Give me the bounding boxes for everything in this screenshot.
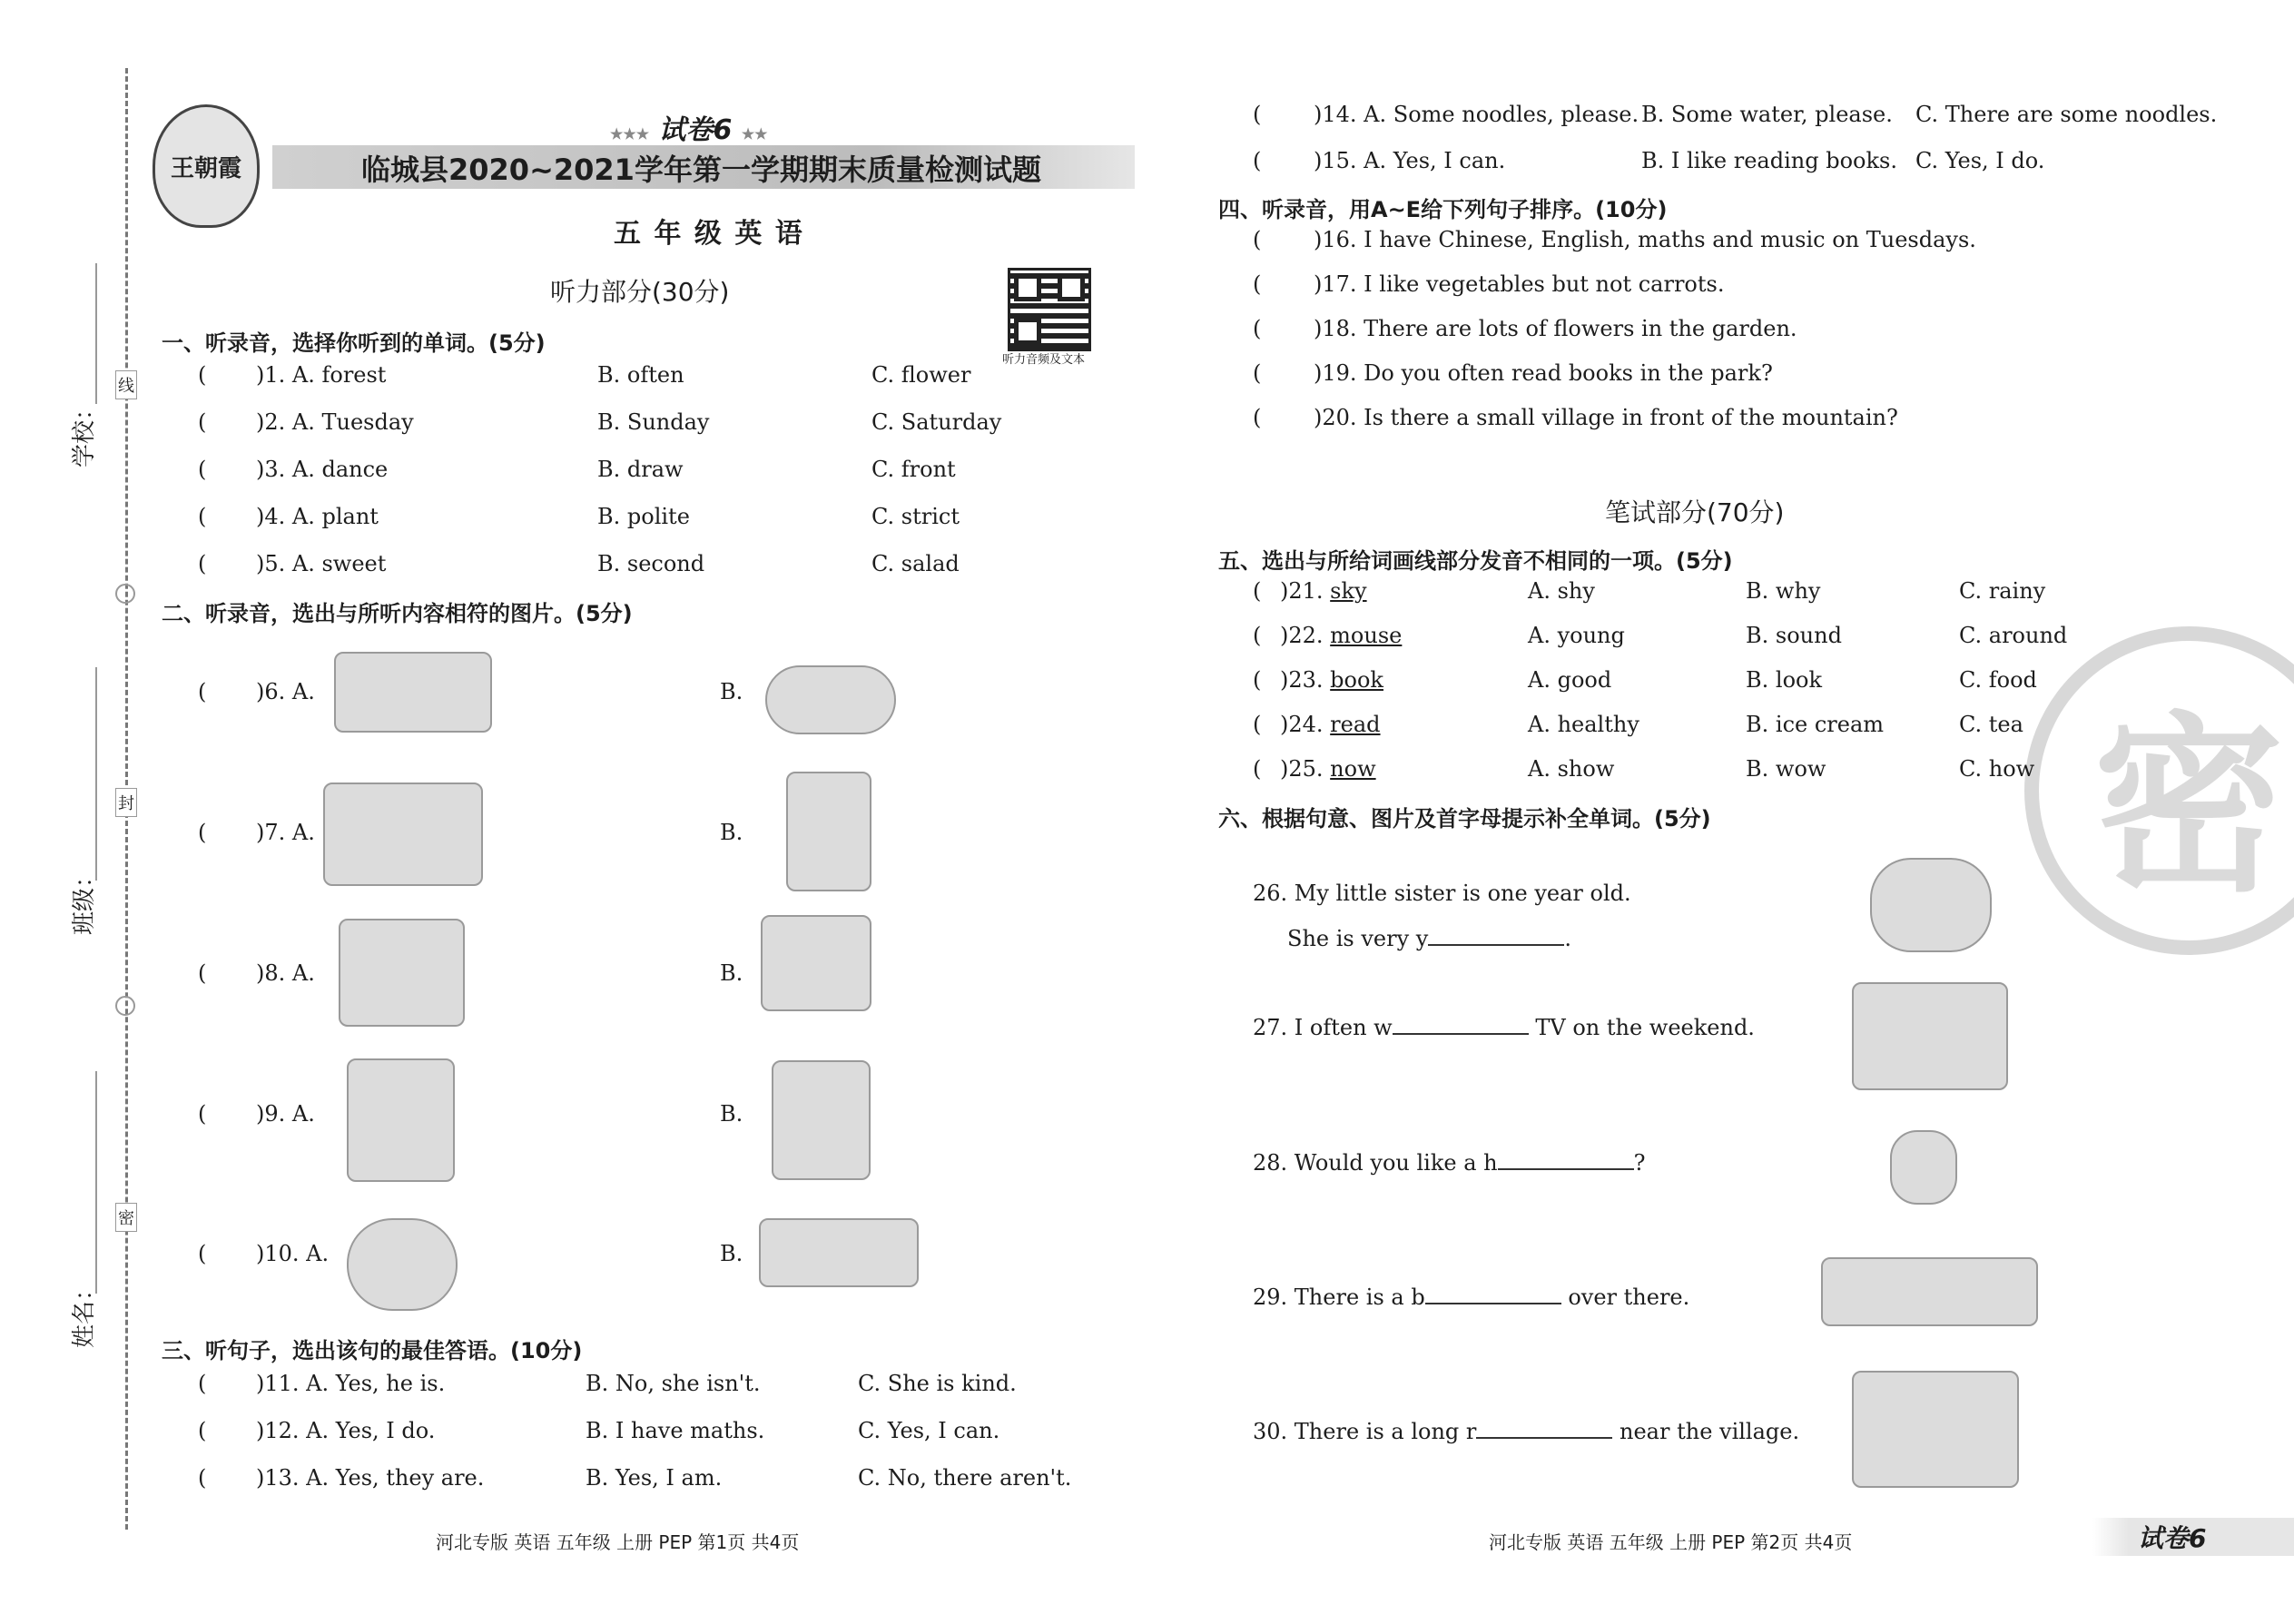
- q25-option-b: B. wow: [1746, 756, 1826, 782]
- dance-picture[interactable]: [347, 1058, 455, 1182]
- q25-paren[interactable]: (: [1253, 756, 1262, 782]
- q22-option-a: A. young: [1528, 623, 1625, 648]
- q3-option-a: )3. A. dance: [256, 457, 389, 482]
- exam-subtitle: 五 年 级 英 语: [614, 218, 804, 250]
- paper-number: [610, 107, 768, 147]
- q4-option-a: )4. A. plant: [256, 504, 379, 529]
- q22-option-c: C. around: [1959, 623, 2068, 648]
- q20-paren[interactable]: (: [1253, 405, 1262, 430]
- school-line: [95, 263, 97, 404]
- ducks-picture[interactable]: [759, 1218, 919, 1287]
- q30-line: [1253, 1419, 1799, 1444]
- q6-label-a: )6. A.: [256, 679, 315, 704]
- q9-label-b: B.: [720, 1101, 743, 1127]
- paper-no: 试卷6: [658, 114, 733, 146]
- q15-option-a: )15. A. Yes, I can.: [1314, 148, 1506, 173]
- q7-label-a: )7. A.: [256, 820, 315, 845]
- q14-paren[interactable]: (: [1253, 102, 1262, 127]
- q25-target: now: [1330, 756, 1376, 782]
- listening-heading: 听力部分(30分): [550, 277, 730, 307]
- q3-option-b: B. draw: [597, 457, 684, 482]
- q30-post: near the village.: [1612, 1419, 1800, 1444]
- play-football-picture[interactable]: [323, 782, 483, 886]
- q12-option-c: C. Yes, I can.: [858, 1418, 1000, 1443]
- q4-option-c: C. strict: [871, 504, 960, 529]
- q2-option-a: )2. A. Tuesday: [256, 409, 414, 435]
- river-village-picture[interactable]: [1852, 1371, 2019, 1488]
- q11-option-a: )11. A. Yes, he is.: [256, 1371, 446, 1396]
- name-label: 姓名：: [71, 1276, 98, 1348]
- q11-option-c: C. She is kind.: [858, 1371, 1017, 1396]
- q7-paren[interactable]: (: [198, 820, 207, 845]
- q1-paren[interactable]: (: [198, 362, 207, 388]
- section-1-title: 一、听录音，选择你听到的单词。(5分): [162, 330, 546, 356]
- section-4-title: 四、听录音，用A~E给下列句子排序。(10分): [1218, 197, 1668, 222]
- q9-label-a: )9. A.: [256, 1101, 315, 1127]
- q5-option-a: )5. A. sweet: [256, 551, 387, 576]
- q5-option-b: B. second: [597, 551, 705, 576]
- name-line: [95, 1071, 97, 1294]
- q28-pre: 28. Would you like a: [1253, 1150, 1484, 1176]
- q12-option-a: )12. A. Yes, I do.: [256, 1418, 436, 1443]
- q19-sentence: )19. Do you often read books in the park?: [1314, 360, 1773, 386]
- class-line: [95, 667, 97, 881]
- q11-paren[interactable]: (: [198, 1371, 207, 1396]
- q24-paren[interactable]: (: [1253, 712, 1262, 737]
- q25-option-c: C. how: [1959, 756, 2035, 782]
- q16-paren[interactable]: (: [1253, 227, 1262, 252]
- q28-line: [1253, 1150, 1646, 1176]
- q27-letter: w: [1373, 1015, 1393, 1040]
- footer-badge: 试卷6: [2138, 1523, 2207, 1553]
- q19-paren[interactable]: (: [1253, 360, 1262, 386]
- school-label: 学校：: [71, 396, 98, 468]
- class-label: 班级：: [71, 863, 98, 935]
- q8-label-a: )8. A.: [256, 960, 315, 986]
- seal-mark: 封: [115, 788, 137, 817]
- q13-paren[interactable]: (: [198, 1465, 207, 1491]
- q14-option-c: C. There are some noodles.: [1915, 102, 2218, 127]
- q17-paren[interactable]: (: [1253, 271, 1262, 297]
- qr-code-icon[interactable]: [1008, 268, 1091, 351]
- q30-letter: r: [1465, 1419, 1477, 1444]
- line-mark: 线: [115, 370, 137, 399]
- q22-target: mouse: [1330, 623, 1403, 648]
- q24-option-a: A. healthy: [1528, 712, 1639, 737]
- play-basketball-picture[interactable]: [786, 772, 871, 891]
- q15-option-b: B. I like reading books.: [1641, 148, 1897, 173]
- q13-option-a: )13. A. Yes, they are.: [256, 1465, 485, 1491]
- q3-paren[interactable]: (: [198, 457, 207, 482]
- qr-caption: 听力音频及文本: [1002, 353, 1086, 367]
- q30-pre: 30. There is a long: [1253, 1419, 1466, 1444]
- footer-right: 河北专版 英语 五年级 上册 PEP 第2页 共4页: [1489, 1531, 1853, 1553]
- q24-target: read: [1330, 712, 1381, 737]
- q29-letter: b: [1411, 1284, 1425, 1310]
- q23-target: book: [1330, 667, 1383, 693]
- q25-option-a: A. show: [1528, 756, 1615, 782]
- q13-option-b: B. Yes, I am.: [586, 1465, 723, 1491]
- q4-option-b: B. polite: [597, 504, 690, 529]
- q3-option-c: C. front: [871, 457, 956, 482]
- q27-blank[interactable]: [1393, 1015, 1529, 1035]
- section-3-title: 三、听句子，选出该句的最佳答语。(10分): [162, 1338, 583, 1363]
- q26-letter: y: [1415, 926, 1429, 951]
- secret-seal-watermark: [2024, 626, 2294, 955]
- carrots-picture[interactable]: [334, 652, 492, 733]
- hamburger-picture[interactable]: [1890, 1130, 1957, 1205]
- q1-option-b: B. often: [597, 362, 684, 388]
- wash-clothes-picture[interactable]: [339, 919, 465, 1027]
- q8-label-b: B.: [720, 960, 743, 986]
- binding-hole-1: [115, 584, 135, 604]
- q23-number: )23.: [1280, 667, 1331, 693]
- q21-option-c: C. rainy: [1959, 578, 2046, 604]
- writing-heading: 笔试部分(70分): [1605, 497, 1785, 527]
- secret-mark: 密: [115, 1203, 137, 1232]
- section-6-title: 六、根据句意、图片及首字母提示补全单词。(5分): [1218, 806, 1711, 832]
- q27-post: TV on the weekend.: [1528, 1015, 1755, 1040]
- q1-option-a: )1. A. forest: [256, 362, 387, 388]
- q26-line1: 26. My little sister is one year old.: [1253, 881, 1631, 906]
- q14-option-b: B. Some water, please.: [1641, 102, 1893, 127]
- q26-blank[interactable]: [1428, 926, 1564, 946]
- bridge-picture[interactable]: [1821, 1257, 2038, 1326]
- q21-paren[interactable]: (: [1253, 578, 1262, 604]
- brand-logo-text: 王朝霞: [170, 154, 241, 182]
- q29-post: over there.: [1561, 1284, 1690, 1310]
- q26-post: .: [1564, 926, 1571, 951]
- exam-title: 临城县2020~2021学年第一学期期末质量检测试题: [361, 153, 1041, 187]
- q21-word: [1280, 578, 1367, 604]
- q22-option-b: B. sound: [1746, 623, 1842, 648]
- binding-hole-2: [115, 996, 135, 1016]
- q2-paren[interactable]: (: [198, 409, 207, 435]
- q24-option-b: B. ice cream: [1746, 712, 1885, 737]
- q29-line: [1253, 1284, 1689, 1310]
- q12-option-b: B. I have maths.: [586, 1418, 765, 1443]
- q28-blank[interactable]: [1498, 1150, 1634, 1170]
- q10-label-a: )10. A.: [256, 1241, 330, 1266]
- q18-sentence: )18. There are lots of flowers in the garden.: [1314, 316, 1797, 341]
- q21-option-b: B. why: [1746, 578, 1821, 604]
- q11-option-b: B. No, she isn't.: [586, 1371, 761, 1396]
- q30-blank[interactable]: [1476, 1419, 1612, 1439]
- q23-paren[interactable]: (: [1253, 667, 1262, 693]
- q23-option-a: A. good: [1528, 667, 1612, 693]
- q2-option-b: B. Sunday: [597, 409, 710, 435]
- q14-option-a: )14. A. Some noodles, please.: [1314, 102, 1639, 127]
- q23-option-c: C. food: [1959, 667, 2037, 693]
- fish-bowl-picture[interactable]: [347, 1218, 458, 1311]
- q25-word: [1280, 756, 1376, 782]
- footer-left: 河北专版 英语 五年级 上册 PEP 第1页 共4页: [436, 1531, 800, 1553]
- q27-pre: 27. I often: [1253, 1015, 1374, 1040]
- onions-picture[interactable]: [765, 665, 896, 734]
- q2-option-c: C. Saturday: [871, 409, 1002, 435]
- q20-sentence: )20. Is there a small village in front of the mountain?: [1314, 405, 1898, 430]
- q4-paren[interactable]: (: [198, 504, 207, 529]
- q22-number: )22.: [1280, 623, 1331, 648]
- q21-target: sky: [1330, 578, 1367, 604]
- q25-number: )25.: [1280, 756, 1331, 782]
- q23-word: [1280, 667, 1383, 693]
- seal-text: 密: [2092, 695, 2284, 918]
- watch-tv-picture[interactable]: [1852, 982, 2008, 1090]
- q8-paren[interactable]: (: [198, 960, 207, 986]
- q18-paren[interactable]: (: [1253, 316, 1262, 341]
- q24-option-c: C. tea: [1959, 712, 2023, 737]
- q15-option-c: C. Yes, I do.: [1915, 148, 2045, 173]
- q24-number: )24.: [1280, 712, 1331, 737]
- section-2-title: 二、听录音，选出与所听内容相符的图片。(5分): [162, 601, 633, 626]
- q7-label-b: B.: [720, 820, 743, 845]
- q10-label-b: B.: [720, 1241, 743, 1266]
- q6-label-b: B.: [720, 679, 743, 704]
- stars-right: ★★: [741, 125, 768, 143]
- q27-line: [1253, 1015, 1755, 1040]
- q6-paren[interactable]: (: [198, 679, 207, 704]
- q26-line2: [1287, 926, 1571, 951]
- q21-option-a: A. shy: [1528, 578, 1595, 604]
- q5-paren[interactable]: (: [198, 551, 207, 576]
- q28-letter: h: [1483, 1150, 1498, 1176]
- q24-word: [1280, 712, 1381, 737]
- section-5-title: 五、选出与所给词画线部分发音不相同的一项。(5分): [1218, 548, 1733, 574]
- q13-option-c: C. No, there aren't.: [858, 1465, 1072, 1491]
- q29-blank[interactable]: [1425, 1284, 1561, 1304]
- q16-sentence: )16. I have Chinese, English, maths and music on Tuesdays.: [1314, 227, 1976, 252]
- q28-post: ?: [1633, 1150, 1646, 1176]
- q22-word: [1280, 623, 1402, 648]
- clean-room-picture[interactable]: [761, 915, 871, 1011]
- q5-option-c: C. salad: [871, 551, 960, 576]
- q9-paren[interactable]: (: [198, 1101, 207, 1127]
- stars-left: ★★★: [610, 125, 650, 143]
- q1-option-c: C. flower: [871, 362, 971, 388]
- baby-picture[interactable]: [1870, 858, 1992, 952]
- q23-option-b: B. look: [1746, 667, 1823, 693]
- q15-paren[interactable]: (: [1253, 148, 1262, 173]
- q17-sentence: )17. I like vegetables but not carrots.: [1314, 271, 1725, 297]
- q12-paren[interactable]: (: [198, 1418, 207, 1443]
- do-homework-picture[interactable]: [772, 1060, 871, 1180]
- q21-number: )21.: [1280, 578, 1331, 604]
- q22-paren[interactable]: (: [1253, 623, 1262, 648]
- q29-pre: 29. There is a: [1253, 1284, 1412, 1310]
- q26-pre: She is very: [1287, 926, 1416, 951]
- q10-paren[interactable]: (: [198, 1241, 207, 1266]
- brand-logo: [153, 104, 260, 228]
